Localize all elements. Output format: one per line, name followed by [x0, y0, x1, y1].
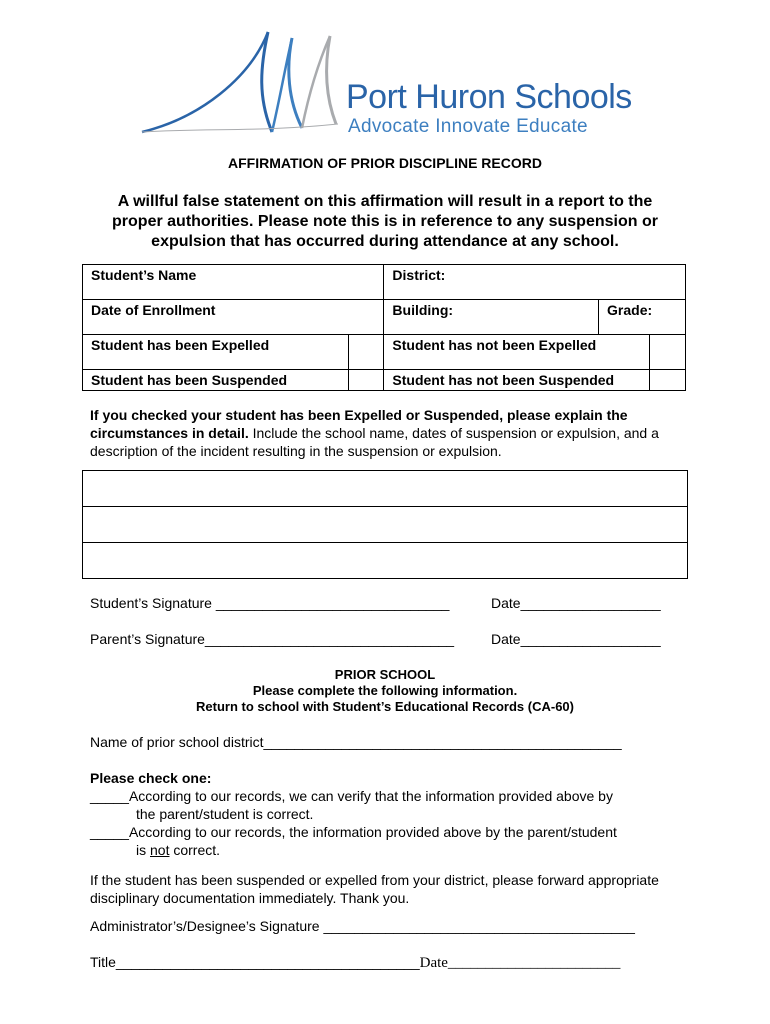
student-signature-line[interactable]: Student’s Signature ______________________________ [90, 595, 450, 611]
students-name-field[interactable] [83, 265, 384, 300]
explanation-line-3[interactable] [83, 543, 687, 578]
check-option-2-text: According to our records, the information provided above by the parent/student [128, 824, 617, 840]
check-one-heading: Please check one: [90, 770, 212, 786]
administrator-signature-line[interactable]: Administrator’s/Designee’s Signature ________________________________________ [90, 918, 635, 934]
option-2-not: not [150, 842, 170, 858]
expelled-label: Student has been Expelled [83, 335, 349, 370]
check-option-2-continued [136, 842, 220, 858]
title-middle-underline[interactable]: ___________________________ [209, 954, 420, 970]
explanation-line-2[interactable] [83, 507, 687, 543]
check-option-1-text: According to our records, we can verify that the information provided above by [128, 788, 613, 804]
student-info-table [82, 264, 686, 391]
check-option-1-blank[interactable]: _____ [90, 788, 129, 804]
explanation-box [82, 470, 688, 579]
explanation-normal-text: Include the school name, dates of suspension or expulsion, and a description of the incident resulting in the suspension or expulsion. [90, 425, 659, 459]
grade-label: Grade: [607, 302, 653, 318]
explanation-instructions [90, 406, 690, 460]
logo-tagline: Advocate Innovate Educate [348, 116, 588, 137]
explanation-bold-text: If you checked your student has been Expelled or Suspended, please explain the circumstances in detail. [90, 407, 628, 441]
not-expelled-checkbox[interactable] [649, 335, 685, 370]
option-2-pre: is [136, 842, 150, 858]
forward-documentation-text: If the student has been suspended or expelled from your district, please forward appropriate disciplinary documentation immediately. Thank you. [90, 872, 659, 906]
explanation-line-1[interactable] [83, 471, 687, 507]
suspended-label: Student has been Suspended [83, 370, 349, 391]
building-field[interactable] [384, 300, 599, 335]
form-title: AFFIRMATION OF PRIOR DISCIPLINE RECORD [228, 155, 542, 171]
check-option-1 [90, 788, 613, 804]
district-label: District: [392, 267, 446, 283]
parent-date-line[interactable]: Date__________________ [491, 631, 661, 647]
check-option-2 [90, 824, 617, 840]
title-field[interactable]: Title____________ [90, 954, 210, 970]
date-of-enrollment-label: Date of Enrollment [91, 302, 216, 318]
check-option-2-blank[interactable]: _____ [90, 824, 129, 840]
check-option-1-continued: the parent/student is correct. [136, 806, 314, 822]
prior-district-line[interactable]: Name of prior school district______________________________________________ [90, 734, 622, 750]
students-name-label: Student’s Name [91, 267, 197, 283]
date-of-enrollment-field[interactable] [83, 300, 384, 335]
not-suspended-label: Student has not been Suspended [384, 370, 650, 391]
grade-field[interactable] [599, 300, 686, 335]
suspended-checkbox[interactable] [349, 370, 384, 391]
port-huron-logo-sails-icon [140, 28, 350, 140]
expelled-checkbox[interactable] [349, 335, 384, 370]
logo-school-name: Port Huron Schools [346, 78, 632, 116]
district-field[interactable] [384, 265, 686, 300]
title-date-field[interactable]: Date_______________________ [419, 955, 621, 971]
option-2-post: correct. [169, 842, 221, 858]
warning-statement: A willful false statement on this affirmation will result in a report to the proper authorities. Please note this is in reference to any suspension or expulsion that has occurred during attendance at any school. [112, 193, 658, 250]
title-line [90, 954, 620, 972]
prior-school-heading: PRIOR SCHOOL [334, 667, 436, 682]
prior-school-instruction-1: Please complete the following information. [252, 683, 518, 698]
building-label: Building: [392, 302, 454, 318]
student-date-line[interactable]: Date__________________ [491, 595, 661, 611]
not-suspended-checkbox[interactable] [649, 370, 685, 391]
prior-school-instruction-2: Return to school with Student’s Educational Records (CA-60) [196, 699, 574, 714]
parent-signature-line[interactable]: Parent’s Signature________________________________ [90, 631, 455, 647]
not-expelled-label: Student has not been Expelled [384, 335, 650, 370]
